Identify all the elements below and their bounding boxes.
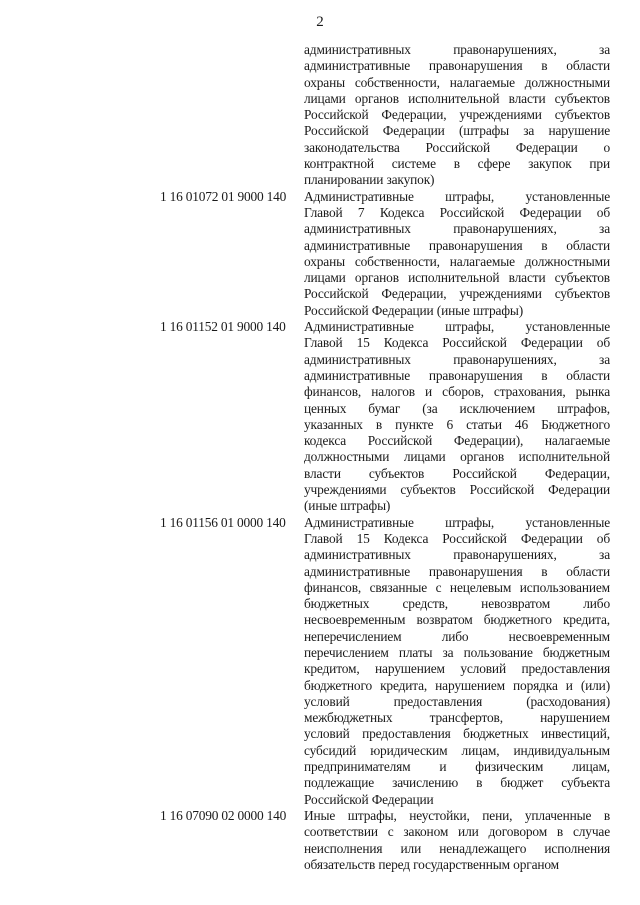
description-line: учреждениями субъектов Российской Федерации <box>304 482 610 498</box>
page-number: 2 <box>316 14 324 30</box>
table-row <box>0 515 640 808</box>
description-line: планировании закупок) <box>304 172 435 188</box>
description-line: обязательств перед государственным органом <box>304 856 559 872</box>
description-line: административные правонарушения в области <box>304 563 610 579</box>
description-line: административных правонарушениях, за <box>304 351 610 367</box>
description-line: лицами органов исполнительной власти субъектов <box>304 270 610 286</box>
description-line: охраны собственности, налагаемые должностными <box>304 74 610 90</box>
description-line: финансов, налогов и сборов, страхования, рынка <box>304 384 610 400</box>
budget-code: 1 16 01072 01 9000 140 <box>160 188 287 204</box>
description-line: бюджетных средств, невозвратом либо <box>304 596 610 612</box>
description-line: административных правонарушениях, за <box>304 547 610 563</box>
description-line: соответствии с законом или договором в случае <box>304 824 610 840</box>
description-line: контрактной системе в сфере закупок при <box>304 156 610 172</box>
description-line: административные правонарушения в области <box>304 367 610 383</box>
description-line: Иные штрафы, неустойки, пени, уплаченные в <box>304 807 610 823</box>
description-line: Российской Федерации (штрафы за нарушение <box>304 123 610 139</box>
description-line: ценных бумаг (за исключением штрафов, <box>304 400 610 416</box>
description-line: указанных в пункте 6 статьи 46 Бюджетного <box>304 416 610 432</box>
description-line: административных правонарушениях, за <box>304 221 610 237</box>
description-line: лицами органов исполнительной власти субъектов <box>304 90 610 106</box>
description-line: кредитом, нарушением условий предоставления <box>304 661 610 677</box>
description-line: неперечислением либо несвоевременным <box>304 628 610 644</box>
description-line: (иные штрафы) <box>304 498 391 514</box>
description-line: условий предоставления (расходования) <box>304 693 610 709</box>
description-line: кодекса Российской Федерации), налагаемые <box>304 433 610 449</box>
description-line: Административные штрафы, установленные <box>304 514 610 530</box>
description-line: законодательства Российской Федерации о <box>304 139 610 155</box>
income-description <box>304 319 610 515</box>
description-line: субсидий юридическим лицам, индивидуальным <box>304 742 610 758</box>
description-line: подлежащие зачислению в бюджет субъекта <box>304 775 610 791</box>
description-line: предпринимателям и физическим лицам, <box>304 759 610 775</box>
description-line: условий предоставления бюджетных инвестиций, <box>304 726 610 742</box>
description-line: Российской Федерации (иные штрафы) <box>304 302 524 318</box>
description-line: бюджетного кредита, нарушением порядка и (или) <box>304 677 610 693</box>
description-line: должностными лицами органов исполнительной <box>304 449 610 465</box>
description-line: Главой 15 Кодекса Российской Федерации об <box>304 530 610 546</box>
budget-code: 1 16 01156 01 0000 140 <box>160 514 286 530</box>
description-line: неисполнения или ненадлежащего исполнения <box>304 840 610 856</box>
description-line: Главой 7 Кодекса Российской Федерации об <box>304 204 610 220</box>
income-description <box>304 515 610 808</box>
description-line: несвоевременным возвратом бюджетного кредита, <box>304 612 610 628</box>
description-line: Российской Федерации, учреждениями субъектов <box>304 286 610 302</box>
description-line: Административные штрафы, установленные <box>304 319 610 335</box>
description-line: Административные штрафы, установленные <box>304 188 610 204</box>
description-line: административных правонарушениях, за <box>304 42 610 57</box>
description-line: Российской Федерации <box>304 791 434 807</box>
table-row <box>0 42 640 189</box>
income-description <box>304 189 610 319</box>
budget-classification-table <box>0 42 640 873</box>
income-description <box>304 808 610 873</box>
description-line: охраны собственности, налагаемые должностными <box>304 253 610 269</box>
description-line: межбюджетных трансфертов, нарушением <box>304 710 610 726</box>
table-row <box>0 319 640 515</box>
budget-code: 1 16 01152 01 9000 140 <box>160 319 286 335</box>
description-line: перечислением платы за пользование бюджетным <box>304 644 610 660</box>
description-line: финансов, связанные с нецелевым использованием <box>304 579 610 595</box>
description-line: Российской Федерации, учреждениями субъектов <box>304 107 610 123</box>
budget-code: 1 16 07090 02 0000 140 <box>160 807 287 823</box>
income-description <box>304 42 610 189</box>
description-line: административные правонарушения в области <box>304 58 610 74</box>
description-line: власти субъектов Российской Федерации, <box>304 465 610 481</box>
table-row <box>0 189 640 319</box>
description-line: административные правонарушения в области <box>304 237 610 253</box>
description-line: Главой 15 Кодекса Российской Федерации об <box>304 335 610 351</box>
table-row <box>0 808 640 873</box>
